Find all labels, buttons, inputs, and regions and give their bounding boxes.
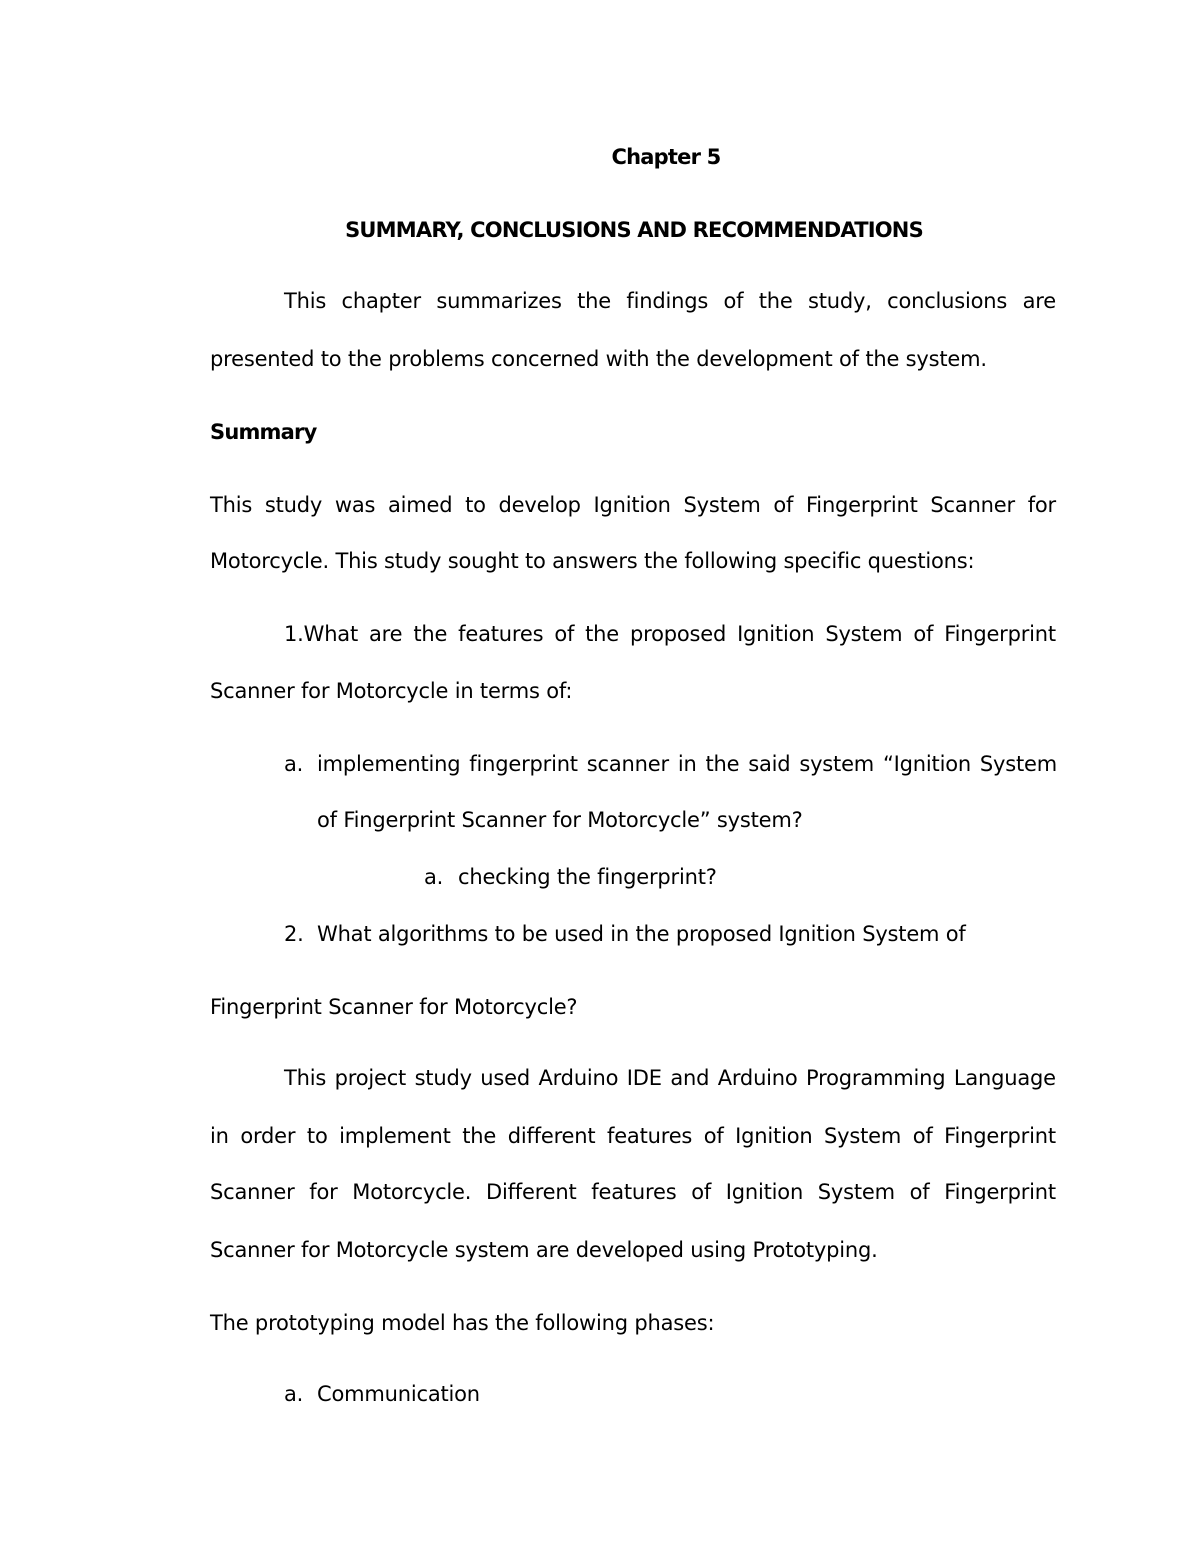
word: and — [670, 1066, 710, 1090]
word: Ignition — [737, 622, 815, 646]
word: findings — [626, 289, 709, 313]
question-1a-sub-marker: a. — [424, 865, 444, 889]
word: study — [264, 493, 323, 517]
word: summarizes — [436, 289, 562, 313]
word: said — [748, 752, 791, 776]
phases-intro: The prototyping model has the following phases: — [210, 1311, 715, 1335]
word: Scanner — [210, 1180, 295, 1204]
question-2-marker: 2. — [284, 922, 304, 946]
chapter-title: SUMMARY, CONCLUSIONS AND RECOMMENDATIONS — [345, 218, 923, 242]
word: This — [284, 289, 327, 313]
word: features — [607, 1124, 693, 1148]
word: the — [758, 289, 793, 313]
word: for — [309, 1180, 338, 1204]
word: features — [458, 622, 544, 646]
word: of — [703, 1124, 724, 1148]
word: study — [414, 1066, 472, 1090]
word: This — [284, 1066, 327, 1090]
word: of — [691, 1180, 712, 1204]
word: in — [210, 1124, 229, 1148]
word: was — [334, 493, 376, 517]
aim-line-1 — [210, 490, 1056, 520]
word: Arduino — [538, 1066, 619, 1090]
project-line-3 — [210, 1177, 1056, 1207]
project-line-2 — [210, 1121, 1056, 1151]
word: Programming — [806, 1066, 946, 1090]
word: the — [577, 289, 612, 313]
word: the — [462, 1124, 497, 1148]
question-1-line-1 — [284, 619, 1056, 649]
phase-a-marker: a. — [284, 1382, 304, 1406]
word: system — [799, 752, 875, 776]
word: 1.What — [284, 622, 359, 646]
word: System — [825, 622, 903, 646]
word: Language — [953, 1066, 1056, 1090]
question-2-line-1: What algorithms to be used in the proposed Ignition System of — [317, 922, 966, 946]
word: project — [334, 1066, 407, 1090]
word: for — [1027, 493, 1056, 517]
question-1a-sub-text: checking the fingerprint? — [458, 865, 717, 889]
word: of — [773, 493, 794, 517]
word: of — [912, 1124, 933, 1148]
word: features — [591, 1180, 677, 1204]
phase-a-text: Communication — [317, 1382, 480, 1406]
word: Fingerprint — [944, 622, 1056, 646]
word: Fingerprint — [944, 1124, 1056, 1148]
word: develop — [498, 493, 581, 517]
word: aimed — [387, 493, 453, 517]
word: conclusions — [887, 289, 1008, 313]
word: “Ignition — [882, 752, 971, 776]
word: proposed — [629, 622, 727, 646]
word: Ignition — [725, 1180, 804, 1204]
word: System — [979, 752, 1057, 776]
question-2-line-2: Fingerprint Scanner for Motorcycle? — [210, 995, 578, 1019]
word: the — [413, 622, 448, 646]
word: different — [507, 1124, 596, 1148]
word: order — [240, 1124, 296, 1148]
word: of — [909, 1180, 930, 1204]
word: scanner — [586, 752, 669, 776]
word: of — [554, 622, 575, 646]
project-line-1 — [284, 1063, 1056, 1093]
word: fingerprint — [469, 752, 578, 776]
word: Different — [486, 1180, 577, 1204]
word: Scanner — [930, 493, 1015, 517]
word: Fingerprint — [805, 493, 918, 517]
project-line-4: Scanner for Motorcycle system are developed using Prototyping. — [210, 1238, 878, 1262]
word: implement — [339, 1124, 451, 1148]
word: used — [480, 1066, 530, 1090]
word: are — [1022, 289, 1056, 313]
word: chapter — [341, 289, 421, 313]
word: the — [585, 622, 619, 646]
word: are — [368, 622, 403, 646]
word: Ignition — [593, 493, 671, 517]
word: of — [913, 622, 934, 646]
word: Motorcycle. — [352, 1180, 472, 1204]
intro-line-1 — [284, 286, 1056, 316]
word: System — [683, 493, 761, 517]
word: to — [465, 493, 486, 517]
word: IDE — [626, 1066, 662, 1090]
word: study, — [807, 289, 872, 313]
word: This — [210, 493, 253, 517]
question-1-line-2: Scanner for Motorcycle in terms of: — [210, 679, 573, 703]
word: Fingerprint — [944, 1180, 1056, 1204]
word: Arduino — [717, 1066, 798, 1090]
word: System — [817, 1180, 895, 1204]
word: Ignition — [735, 1124, 813, 1148]
word: to — [306, 1124, 328, 1148]
word: the — [705, 752, 740, 776]
word: in — [677, 752, 697, 776]
word: System — [824, 1124, 902, 1148]
summary-heading: Summary — [210, 420, 317, 444]
aim-line-2: Motorcycle. This study sought to answers the following specific questions: — [210, 549, 975, 573]
question-1a-marker: a. — [284, 752, 304, 776]
word: of — [723, 289, 744, 313]
question-1a-line-1 — [317, 749, 1057, 779]
intro-line-2: presented to the problems concerned with the development of the system. — [210, 347, 987, 371]
word: implementing — [317, 752, 461, 776]
chapter-number: Chapter 5 — [611, 145, 721, 169]
question-1a-line-2: of Fingerprint Scanner for Motorcycle” system? — [317, 808, 803, 832]
